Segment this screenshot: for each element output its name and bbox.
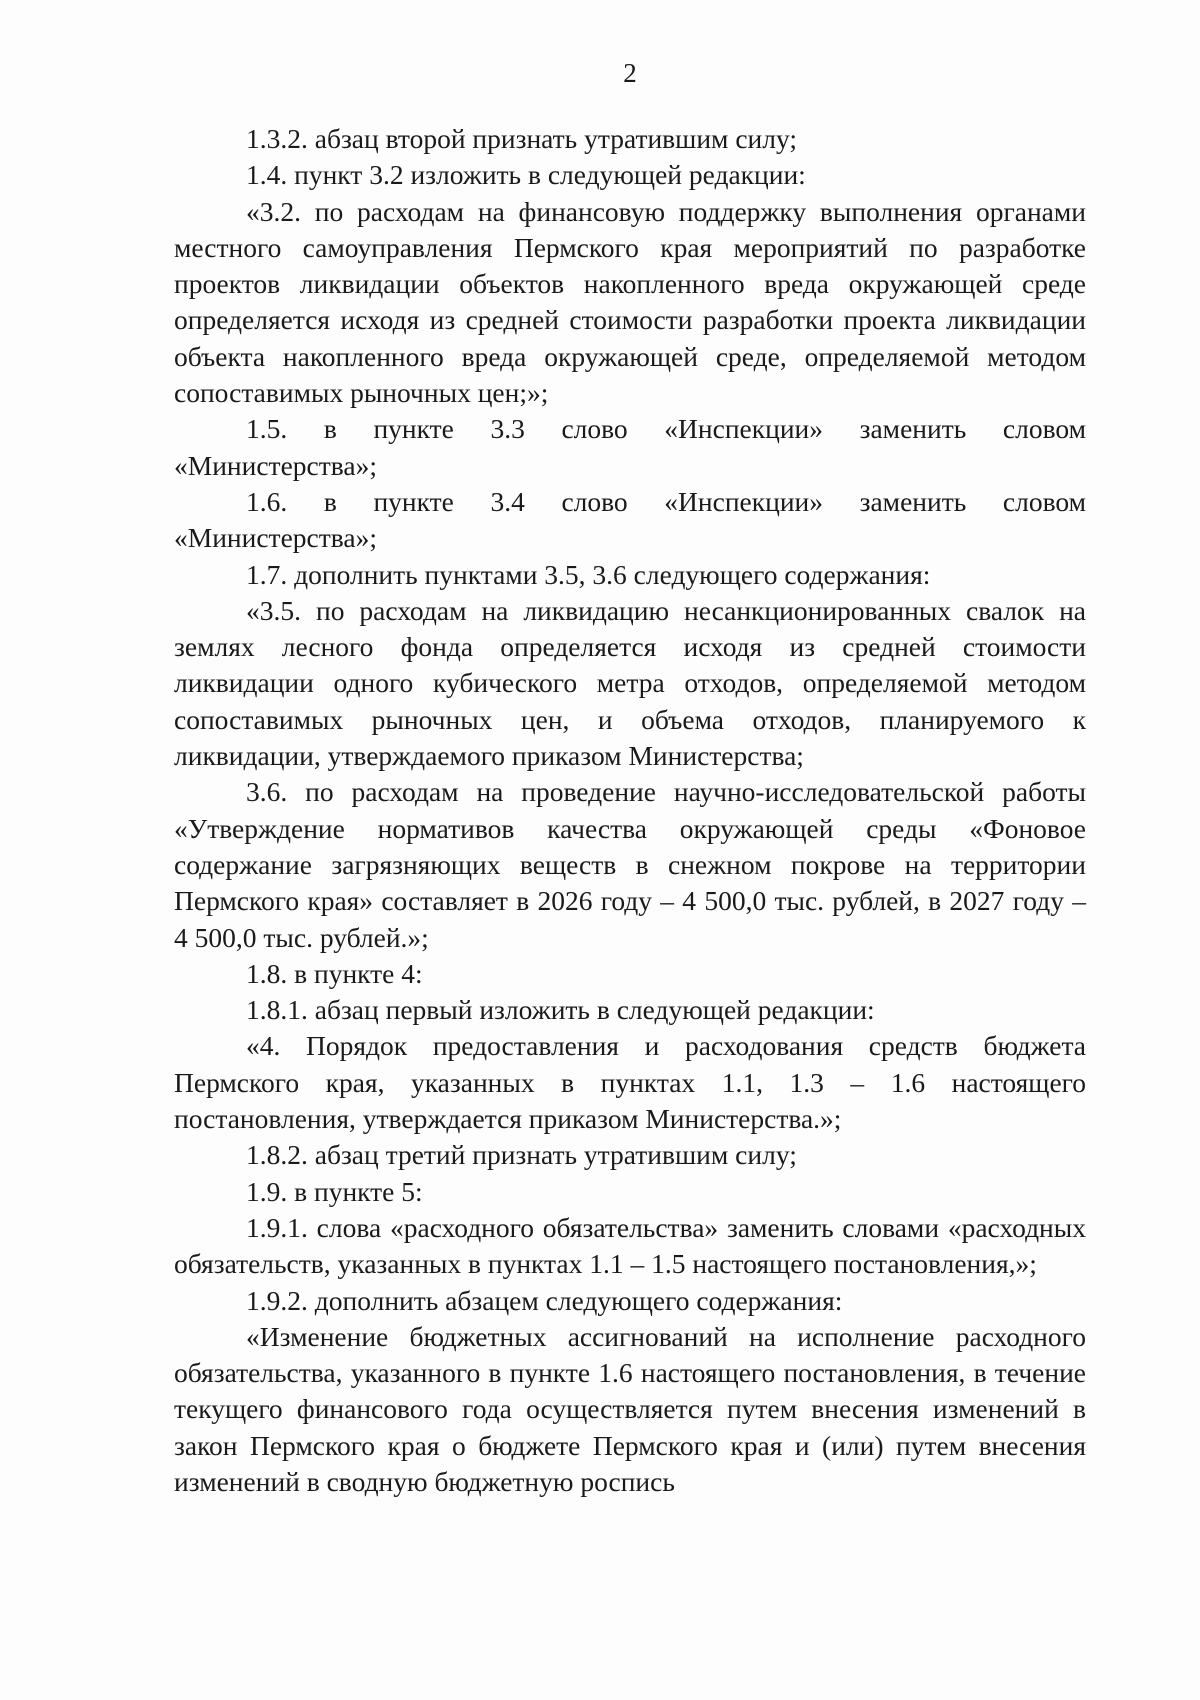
paragraph-1-8-2: 1.8.2. абзац третий признать утратившим силу; <box>246 1139 797 1171</box>
paragraph-amendment-quote: «Изменение бюджетных ассигнований на исполнение расходного обязательства, указанного в пункте 1.6 настоящего постановления, в течение текущего финансового года осуществляется путем внесения изменений в закон Пермского края о бюджете Пермского края и (или) путем внесения изменений в сводную бюджетную роспись <box>174 1320 1086 1497</box>
document-body <box>174 121 1086 1500</box>
paragraph-3-2-quote: «3.2. по расходам на финансовую поддержку выполнения органами местного самоуправления Пермского края мероприятий по разработке проектов ликвидации объектов накопленного вреда окружающей среде определяется исходя из средней стоимости разработки проекта ликвидации объекта накопленного вреда окружающей среде, определяемой методом сопоставимых рыночных цен;»; <box>174 195 1086 409</box>
paragraph-1-3-2: 1.3.2. абзац второй признать утратившим силу; <box>246 123 798 154</box>
paragraph-3-6: 3.6. по расходам на проведение научно-исследовательской работы «Утверждение нормативов качества окружающей среды «Фоновое содержание загрязняющих веществ в снежном покрове на территории Пермского края» составляет в 2026 году – 4 500,0 тыс. рублей, в 2027 году – 4 500,0 тыс. рублей.»; <box>174 776 1086 953</box>
paragraph-1-8-1: 1.8.1. абзац первый изложить в следующей редакции: <box>246 994 875 1026</box>
paragraph-1-6: 1.6. в пункте 3.4 слово «Инспекции» заменить словом «Министерства»; <box>174 485 1086 554</box>
paragraph-1-9: 1.9. в пункте 5: <box>246 1175 423 1207</box>
paragraph-1-4: 1.4. пункт 3.2 изложить в следующей редакции: <box>246 159 806 191</box>
paragraph-1-9-2: 1.9.2. дополнить абзацем следующего содержания: <box>246 1284 843 1316</box>
paragraph-1-8: 1.8. в пункте 4: <box>246 957 423 989</box>
paragraph-1-5: 1.5. в пункте 3.3 слово «Инспекции» заменить словом «Министерства»; <box>174 413 1086 481</box>
page-number: 2 <box>623 58 637 88</box>
paragraph-1-9-1: 1.9.1. слова «расходного обязательства» заменить словами «расходных обязательств, указанных в пунктах 1.1 – 1.5 настоящего постановления,»; <box>174 1211 1086 1280</box>
paragraph-1-7: 1.7. дополнить пунктами 3.5, 3.6 следующего содержания: <box>246 558 931 590</box>
paragraph-4-quote: «4. Порядок предоставления и расходования средств бюджета Пермского края, указанных в пунктах 1.1, 1.3 – 1.6 настоящего постановления, утверждается приказом Министерства.»; <box>174 1030 1086 1135</box>
paragraph-3-5-quote: «3.5. по расходам на ликвидацию несанкционированных свалок на землях лесного фонда определяется исходя из средней стоимости ликвидации одного кубического метра отходов, определяемой методом сопоставимых рыночных цен, и объема отходов, планируемого к ликвидации, утверждаемого приказом Министерства; <box>174 594 1086 772</box>
